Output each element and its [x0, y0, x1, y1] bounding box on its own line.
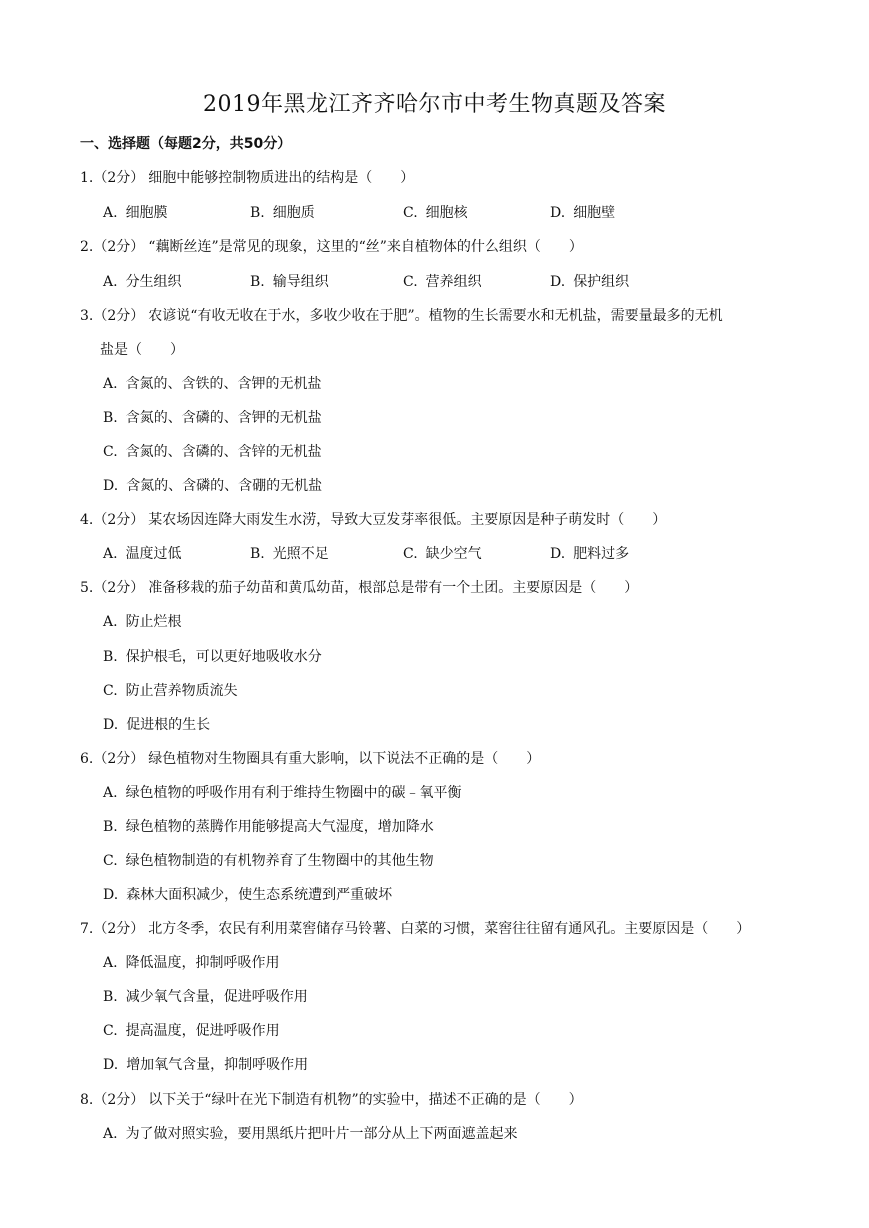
option-b: B. 绿色植物的蒸腾作用能够提高大气湿度，增加降水: [103, 819, 434, 835]
question-3: 3.（2分） 农谚说“有收无收在于水，多收少收在于肥”。植物的生长需要水和无机盐，需要量最多的无机: [80, 308, 723, 324]
option-a: A. 温度过低: [103, 546, 182, 562]
option-a: A. 细胞膜: [103, 205, 168, 221]
question-stem: 某农场因连降大雨发生水涝，导致大豆发芽率很低。主要原因是种子萌发时（ ）: [148, 512, 667, 528]
question-stem: 农谚说“有收无收在于水，多收少收在于肥”。植物的生长需要水和无机盐，需要量最多的无机: [148, 308, 723, 324]
question-5: 5.（2分） 准备移栽的茄子幼苗和黄瓜幼苗，根部总是带有一个土团。主要原因是（ ）: [80, 580, 639, 596]
question-1: 1.（2分） 细胞中能够控制物质进出的结构是（ ）: [80, 170, 415, 186]
question-points: （2分）: [93, 751, 145, 767]
question-stem: 北方冬季，农民有利用菜窖储存马铃薯、白菜的习惯，菜窖往往留有通风孔。主要原因是（ ）: [148, 921, 751, 937]
question-number: 7: [80, 921, 89, 937]
option-a: A. 含氮的、含铁的、含钾的无机盐: [103, 376, 322, 392]
question-stem: 细胞中能够控制物质进出的结构是（ ）: [148, 170, 415, 186]
option-c: C. 缺少空气: [403, 546, 482, 562]
question-stem: 以下关于“绿叶在光下制造有机物”的实验中，描述不正确的是（ ）: [148, 1092, 583, 1108]
question-points: （2分）: [93, 239, 145, 255]
option-c: C. 提高温度，促进呼吸作用: [103, 1023, 280, 1039]
option-d: D. 含氮的、含磷的、含硼的无机盐: [103, 478, 323, 494]
option-c: C. 含氮的、含磷的、含锌的无机盐: [103, 444, 322, 460]
option-c: C. 防止营养物质流失: [103, 683, 238, 699]
section-heading: 一、选择题（每题2分，共50分）: [80, 136, 292, 152]
question-2: 2.（2分） “藕断丝连”是常见的现象，这里的“丝”来自植物体的什么组织（ ）: [80, 239, 583, 255]
question-number: 6: [80, 751, 89, 767]
question-7: 7.（2分） 北方冬季，农民有利用菜窖储存马铃薯、白菜的习惯，菜窖往往留有通风孔。主要原因是（ ）: [80, 921, 751, 937]
question-number: 4: [80, 512, 89, 528]
option-d: D. 细胞壁: [550, 205, 616, 221]
question-points: （2分）: [93, 308, 145, 324]
option-b: B. 含氮的、含磷的、含钾的无机盐: [103, 410, 322, 426]
question-points: （2分）: [93, 580, 145, 596]
option-d: D. 促进根的生长: [103, 717, 211, 733]
option-a: A. 为了做对照实验，要用黑纸片把叶片一部分从上下两面遮盖起来: [103, 1126, 518, 1142]
option-b: B. 保护根毛，可以更好地吸收水分: [103, 649, 322, 665]
question-number: 2: [80, 239, 89, 255]
option-a: A. 防止烂根: [103, 614, 182, 630]
option-a: A. 降低温度，抑制呼吸作用: [103, 955, 280, 971]
question-number: 1: [80, 170, 89, 186]
question-stem: 绿色植物对生物圈具有重大影响，以下说法不正确的是（ ）: [148, 751, 541, 767]
question-6: 6.（2分） 绿色植物对生物圈具有重大影响，以下说法不正确的是（ ）: [80, 751, 541, 767]
option-c: C. 绿色植物制造的有机物养育了生物圈中的其他生物: [103, 853, 434, 869]
question-points: （2分）: [93, 1092, 145, 1108]
question-stem: 准备移栽的茄子幼苗和黄瓜幼苗，根部总是带有一个土团。主要原因是（ ）: [148, 580, 639, 596]
question-number: 8: [80, 1092, 89, 1108]
option-d: D. 森林大面积减少，使生态系统遭到严重破坏: [103, 887, 393, 903]
option-a: A. 绿色植物的呼吸作用有利于维持生物圈中的碳﹣氧平衡: [103, 785, 462, 801]
page-title: 2019年黑龙江齐齐哈尔市中考生物真题及答案: [203, 92, 666, 117]
option-b: B. 减少氧气含量，促进呼吸作用: [103, 989, 308, 1005]
question-number: 3: [80, 308, 89, 324]
question-stem: “藕断丝连”是常见的现象，这里的“丝”来自植物体的什么组织（ ）: [148, 239, 583, 255]
option-d: D. 肥料过多: [550, 546, 630, 562]
option-b: B. 输导组织: [250, 274, 329, 290]
question-points: （2分）: [93, 170, 145, 186]
question-number: 5: [80, 580, 89, 596]
option-b: B. 光照不足: [250, 546, 329, 562]
question-8: 8.（2分） 以下关于“绿叶在光下制造有机物”的实验中，描述不正确的是（ ）: [80, 1092, 583, 1108]
option-c: C. 营养组织: [403, 274, 482, 290]
option-d: D. 增加氧气含量，抑制呼吸作用: [103, 1057, 309, 1073]
question-stem-continued: 盐是（ ）: [100, 342, 184, 358]
option-d: D. 保护组织: [550, 274, 630, 290]
question-4: 4.（2分） 某农场因连降大雨发生水涝，导致大豆发芽率很低。主要原因是种子萌发时（ ）: [80, 512, 667, 528]
option-a: A. 分生组织: [103, 274, 182, 290]
option-b: B. 细胞质: [250, 205, 315, 221]
question-points: （2分）: [93, 921, 145, 937]
question-points: （2分）: [93, 512, 145, 528]
option-c: C. 细胞核: [403, 205, 468, 221]
